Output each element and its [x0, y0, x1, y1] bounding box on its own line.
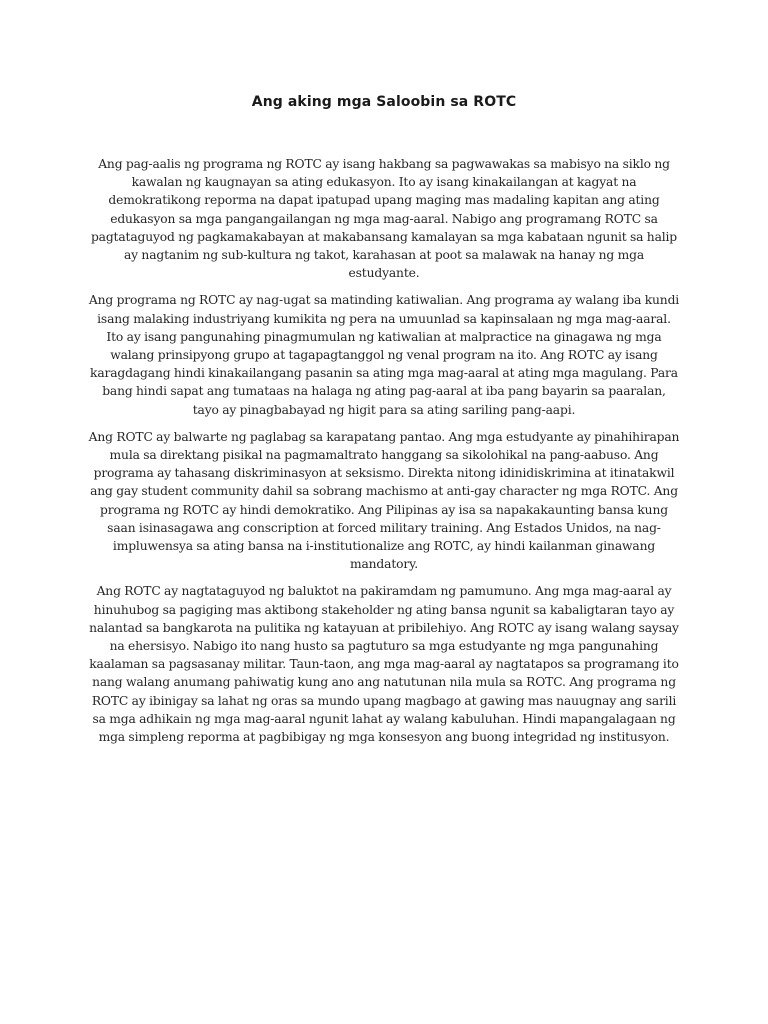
document-title: Ang aking mga Saloobin sa ROTC [251, 94, 517, 110]
paragraph-2: Ang programa ng ROTC ay nag-ugat sa matinding katiwalian. Ang programa ay walang iba kundi isang malaking industriyang kumikita ng pera na umuunlad sa kapinsalaan ng mga mag-aaral. Ito ay isang pangunahing pinagmumulan ng katiwalian at malpractice na ginagawa ng mga walang prinsipyong grupo at tagapagtanggol ng venal program na ito. Ang ROTC ay isang karagdagang hindi kinakailangang pasanin sa ating mga mag-aaral at ating mga magulang. Para bang hindi sapat ang tumataas na halaga ng ating pag-aaral at iba pang bayarin sa paaralan, tayo ay pinagbabayad ng higit para sa ating sariling pang-aapi. [88, 293, 680, 417]
paragraph-3: Ang ROTC ay balwarte ng paglabag sa karapatang pantao. Ang mga estudyante ay pinahihirapan mula sa direktang pisikal na pagmamaltrato hanggang sa sikolohikal na pang-aabuso. Ang programa ay tahasang diskriminasyon at seksismo. Direkta nitong idinidiskrimina at itinatakwil ang gay student community dahil sa sobrang machismo at anti-gay character ng mga ROTC. Ang programa ng ROTC ay hindi demokratiko. Ang Pilipinas ay isa sa napakakaunting bansa kung saan isinasagawa ang conscription at forced military training. Ang Estados Unidos, na nag-impluwensya sa ating bansa na i-institutionalize ang ROTC, ay hindi kailanman ginawang mandatory. [88, 429, 680, 572]
paragraph-4: Ang ROTC ay nagtataguyod ng baluktot na pakiramdam ng pamumuno. Ang mga mag-aaral ay hinuhubog sa pagiging mas aktibong stakeholder ng ating bansa ngunit sa kabaligtaran tayo ay nalantad sa bangkarota na pulitika ng katayuan at pribilehiyo. Ang ROTC ay isang walang saysay na ehersisyo. Nabigo ito nang husto sa pagtuturo sa mga estudyante ng mga pangunahing kaalaman sa pagsasanay militar. Taun-taon, ang mga mag-aaral ay nagtatapos sa programang ito nang walang anumang pahiwatig kung ano ang natutunan nila mula sa ROTC. Ang programa ng ROTC ay ibinigay sa lahat ng oras sa mundo upang magbago at gawing mas nauugnay ang sarili sa mga adhikain ng mga mag-aaral ngunit lahat ay walang kabuluhan. Hindi mapangalagaan ng mga simpleng reporma at pagbibigay ng mga konsesyon ang buong integridad ng institusyon. [89, 584, 679, 745]
document-body [88, 155, 680, 755]
paragraph-1: Ang pag-aalis ng programa ng ROTC ay isang hakbang sa pagwawakas sa mabisyo na siklo ng kawalan ng kaugnayan sa ating edukasyon. Ito ay isang kinakailangan at kagyat na demokratikong reporma na dapat ipatupad upang maging mas madaling kapitan ang ating edukasyon sa mga pangangailangan ng mga mag-aaral. Nabigo ang programang ROTC sa pagtataguyod ng pagkamakabayan at makabansang kamalayan sa mga kabataan ngunit sa halip ay nagtanim ng sub-kultura ng takot, karahasan at poot sa malawak na hanay ng mga estudyante. [90, 157, 678, 281]
